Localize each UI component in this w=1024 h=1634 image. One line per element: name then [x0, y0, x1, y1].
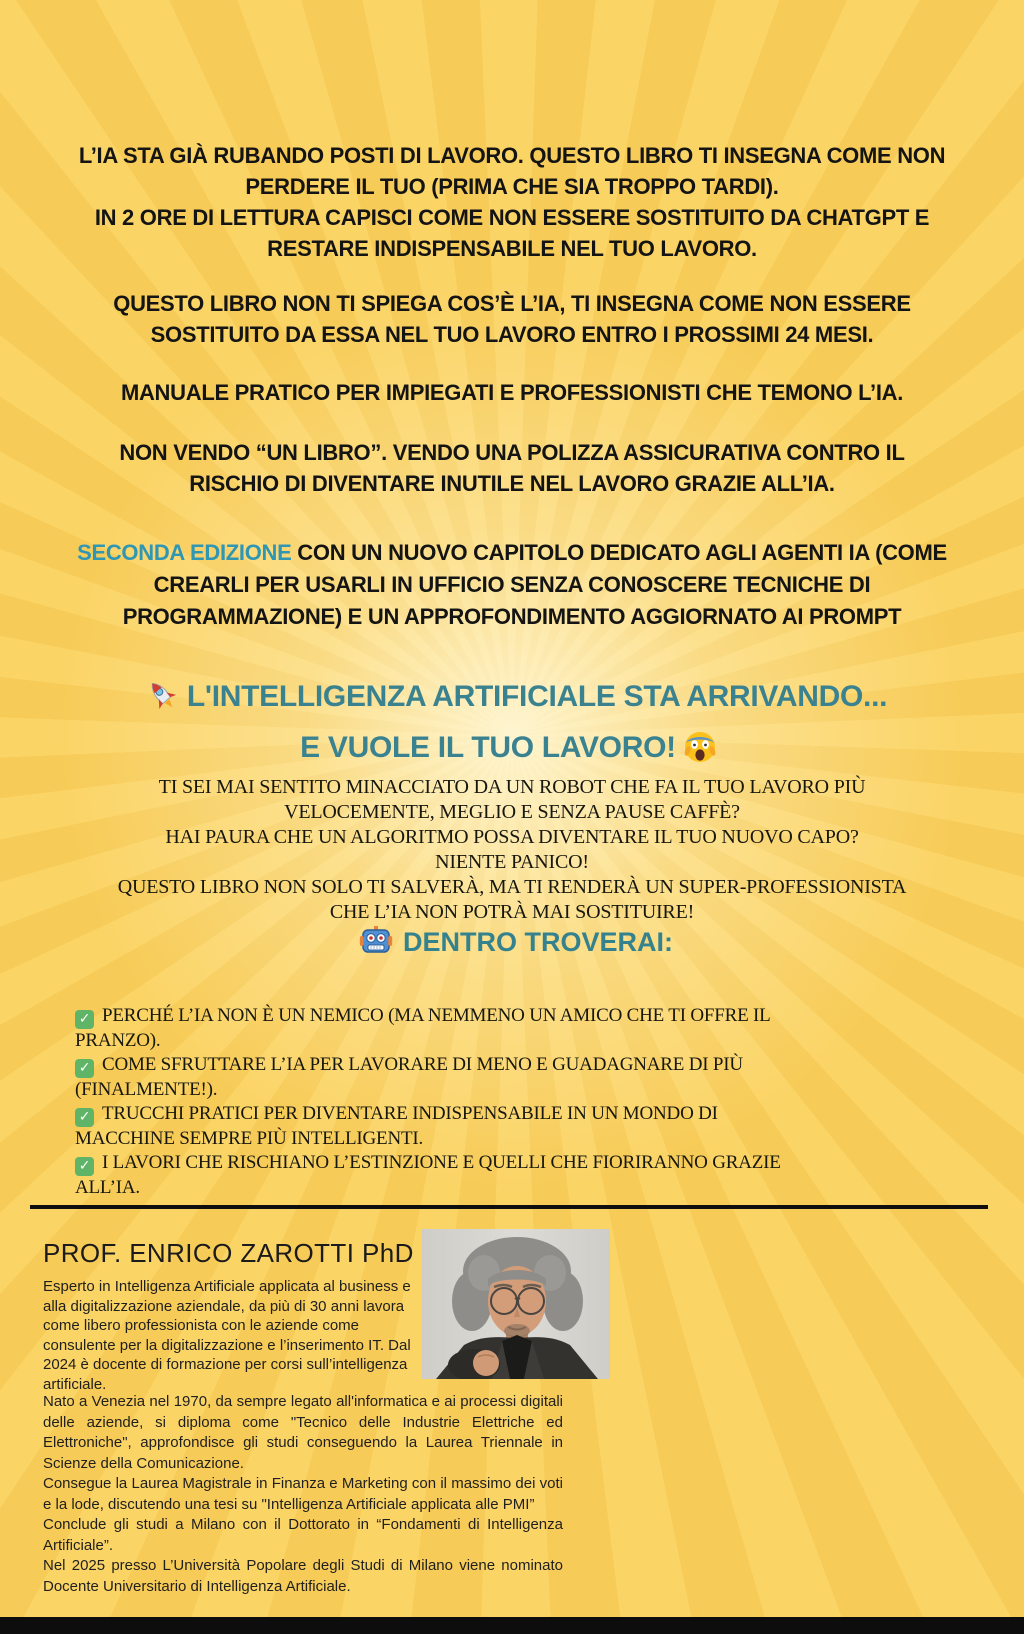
checklist-item	[75, 1004, 820, 1053]
bio-paragraph: Conclude gli studi a Milano con il Dottorato in “Fondamenti di Intelligenza Artificiale”.	[43, 1516, 563, 1554]
edition-note	[67, 537, 957, 633]
edition-label: SECONDA EDIZIONE	[77, 540, 292, 565]
hook-line-group-2: IN 2 ORE DI LETTURA CAPISCI COME NON ESSERE SOSTITUITO DA CHATGPT E RESTARE INDISPENSABILE NEL TUO LAVORO.	[94, 205, 930, 261]
hook-block-2: QUESTO LIBRO NON TI SPIEGA COS’È L’IA, TI INSEGNA COME NON ESSERE SOSTITUITO DA ESSA NEL TUO LAVORO ENTRO I PROSSIMI 24 MESI.	[113, 291, 911, 347]
checklist-item	[75, 1053, 820, 1102]
author-name: PROF. ENRICO ZAROTTI PhD	[43, 1238, 414, 1268]
author-intro: Esperto in Intelligenza Artificiale applicata al business e alla digitalizzazione aziendale, da più di 30 anni lavora come libero professionista con le aziende come consulente per la digitalizzazione e l’inserimento IT. Dal 2024 è docente di formazione per corsi sull’intelligenza artificiale.	[43, 1278, 411, 1393]
checklist-item	[75, 1151, 820, 1200]
headline-text-1: L'INTELLIGENZA ARTIFICIALE STA ARRIVANDO...	[186, 680, 888, 713]
inside-section-title	[0, 925, 1024, 964]
hook-block-1	[77, 140, 947, 264]
headline-line-1	[0, 674, 1024, 725]
promise-statement: QUESTO LIBRO NON SOLO TI SALVERÀ, MA TI RENDERÀ UN SUPER-PROFESSIONISTA CHE L’IA NON POTRÀ MAI SOSTITUIRE!	[117, 876, 907, 923]
checklist-item	[75, 1102, 820, 1151]
hook-block-4: NON VENDO “UN LIBRO”. VENDO UNA POLIZZA ASSICURATIVA CONTRO IL RISCHIO DI DIVENTARE INUTILE NEL LAVORO GRAZIE ALL’IA.	[119, 440, 905, 496]
checklist-item-text: TRUCCHI PRATICI PER DIVENTARE INDISPENSABILE IN UN MONDO DI MACCHINE SEMPRE PIÙ INTELLIGENTI.	[75, 1103, 718, 1149]
checklist-item-text: I LAVORI CHE RISCHIANO L’ESTINZIONE E QUELLI CHE FIORIRANNO GRAZIE ALL’IA.	[75, 1152, 781, 1198]
green-check-icon: ✓	[75, 1010, 94, 1029]
rocket-icon	[145, 678, 179, 725]
checklist-item-text: PERCHÉ L’IA NON È UN NEMICO (MA NEMMENO UN AMICO CHE TI OFFRE IL PRANZO).	[75, 1005, 770, 1051]
statement-no-panic: NIENTE PANICO!	[435, 851, 589, 873]
author-bio	[43, 1392, 563, 1597]
green-check-icon: ✓	[75, 1108, 94, 1127]
question-2: HAI PAURA CHE UN ALGORITMO POSSA DIVENTARE IL TUO NUOVO CAPO?	[165, 826, 859, 848]
screaming-face-icon	[684, 731, 716, 776]
checklist-item-text: COME SFRUTTARE L’IA PER LAVORARE DI MENO E GUADAGNARE DI PIÙ (FINALMENTE!).	[75, 1054, 743, 1100]
question-1: TI SEI MAI SENTITO MINACCIATO DA UN ROBOT CHE FA IL TUO LAVORO PIÙ VELOCEMENTE, MEGLIO E SENZA PAUSE CAFFÈ?	[158, 776, 866, 823]
main-headline	[0, 674, 1024, 776]
robot-icon	[359, 926, 393, 964]
bio-paragraph: Nato a Venezia nel 1970, da sempre legato all'informatica e ai processi digitali delle aziende, si diploma come "Tecnico delle Industrie Elettriche ed Elettroniche", approfondisce gli studi conseguendo la Laurea Triennale in Scienze della Comunicazione.	[43, 1393, 563, 1472]
green-check-icon: ✓	[75, 1059, 94, 1078]
hook-line-group-1: L’IA STA GIÀ RUBANDO POSTI DI LAVORO. QUESTO LIBRO TI INSEGNA COME NON PERDERE IL TUO (PRIMA CHE SIA TROPPO TARDI).	[78, 143, 946, 199]
author-photo	[422, 1229, 610, 1379]
questions-block	[112, 775, 912, 925]
headline-text-2: E VUOLE IL TUO LAVORO!	[300, 731, 676, 764]
author-portrait-illustration	[422, 1229, 610, 1379]
bottom-black-bar	[0, 1617, 1024, 1634]
inside-title-text: DENTRO TROVERAI:	[403, 927, 673, 957]
green-check-icon: ✓	[75, 1157, 94, 1176]
hook-block-3: MANUALE PRATICO PER IMPIEGATI E PROFESSIONISTI CHE TEMONO L’IA.	[120, 380, 904, 405]
bio-paragraph: Consegue la Laurea Magistrale in Finanza e Marketing con il massimo dei voti e la lode, discutendo una tesi su "Intelligenza Artificiale applicata alle PMI”	[43, 1475, 563, 1513]
bio-paragraph: Nel 2025 presso L’Università Popolare degli Studi di Milano viene nominato Docente Universitario di Intelligenza Artificiale.	[43, 1557, 563, 1595]
headline-line-2	[0, 725, 1024, 776]
section-divider	[30, 1205, 988, 1209]
inside-checklist	[75, 1004, 820, 1200]
edition-text: CON UN NUOVO CAPITOLO DEDICATO AGLI AGENTI IA (COME CREARLI PER USARLI IN UFFICIO SENZA CONOSCERE TECNICHE DI PROGRAMMAZIONE) E UN APPROFONDIMENTO AGGIORNATO AI PROMPT	[122, 540, 947, 629]
